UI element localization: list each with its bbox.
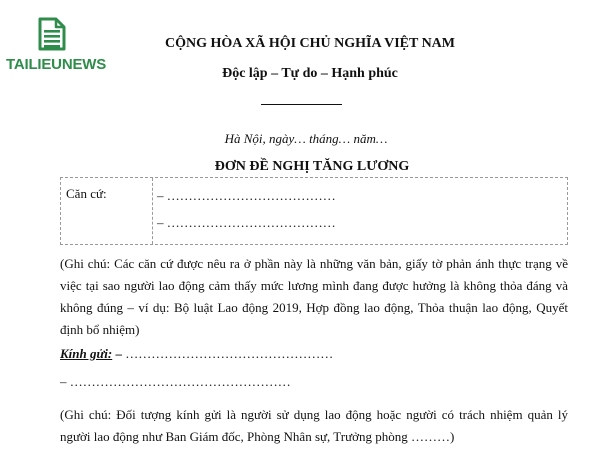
place-date: Hà Nội, ngày… tháng… năm… bbox=[224, 131, 388, 146]
recipient-label: Kính gửi: bbox=[60, 346, 113, 361]
basis-line-1: – ………………………………… bbox=[157, 188, 336, 203]
recipient-blank-1: ………………………………………… bbox=[125, 346, 334, 361]
basis-table bbox=[60, 177, 568, 245]
document-title: ĐƠN ĐỀ NGHỊ TĂNG LƯƠNG bbox=[214, 159, 410, 174]
recipient-line-2: – …………………………………………… bbox=[60, 374, 291, 389]
logo-text: TAILIEUNEWS bbox=[6, 56, 107, 73]
recipient-note: (Ghi chú: Đối tượng kính gửi là người sử dụng lao động hoặc người có trách nhiệm quản lý người lao động như Ban Giám đốc, Phòng Nhân sự, Trưởng phòng ………) bbox=[60, 407, 568, 444]
republic-heading: CỘNG HÒA XÃ HỘI CHỦ NGHĨA VIỆT NAM bbox=[164, 36, 455, 51]
national-motto: Độc lập – Tự do – Hạnh phúc bbox=[222, 66, 398, 81]
recipient-line-1 bbox=[60, 346, 333, 362]
basis-label: Căn cứ: bbox=[66, 186, 107, 201]
basis-note: (Ghi chú: Các căn cứ được nêu ra ở phần này là những văn bản, giấy tờ phản ánh thực trạng về việc tại sao người lao động cảm thấy mức lương mình đang được hưởng là không thỏa đáng và không đúng – ví dụ: Bộ luật Lao động 2019, Hợp đồng lao động, Thỏa thuận lao động, Quyết định bổ nhiệm) bbox=[60, 256, 568, 337]
table-divider bbox=[152, 178, 153, 244]
basis-line-2: – ………………………………… bbox=[157, 215, 336, 230]
recipient-dash: – bbox=[112, 346, 126, 361]
motto-underline bbox=[261, 104, 342, 105]
